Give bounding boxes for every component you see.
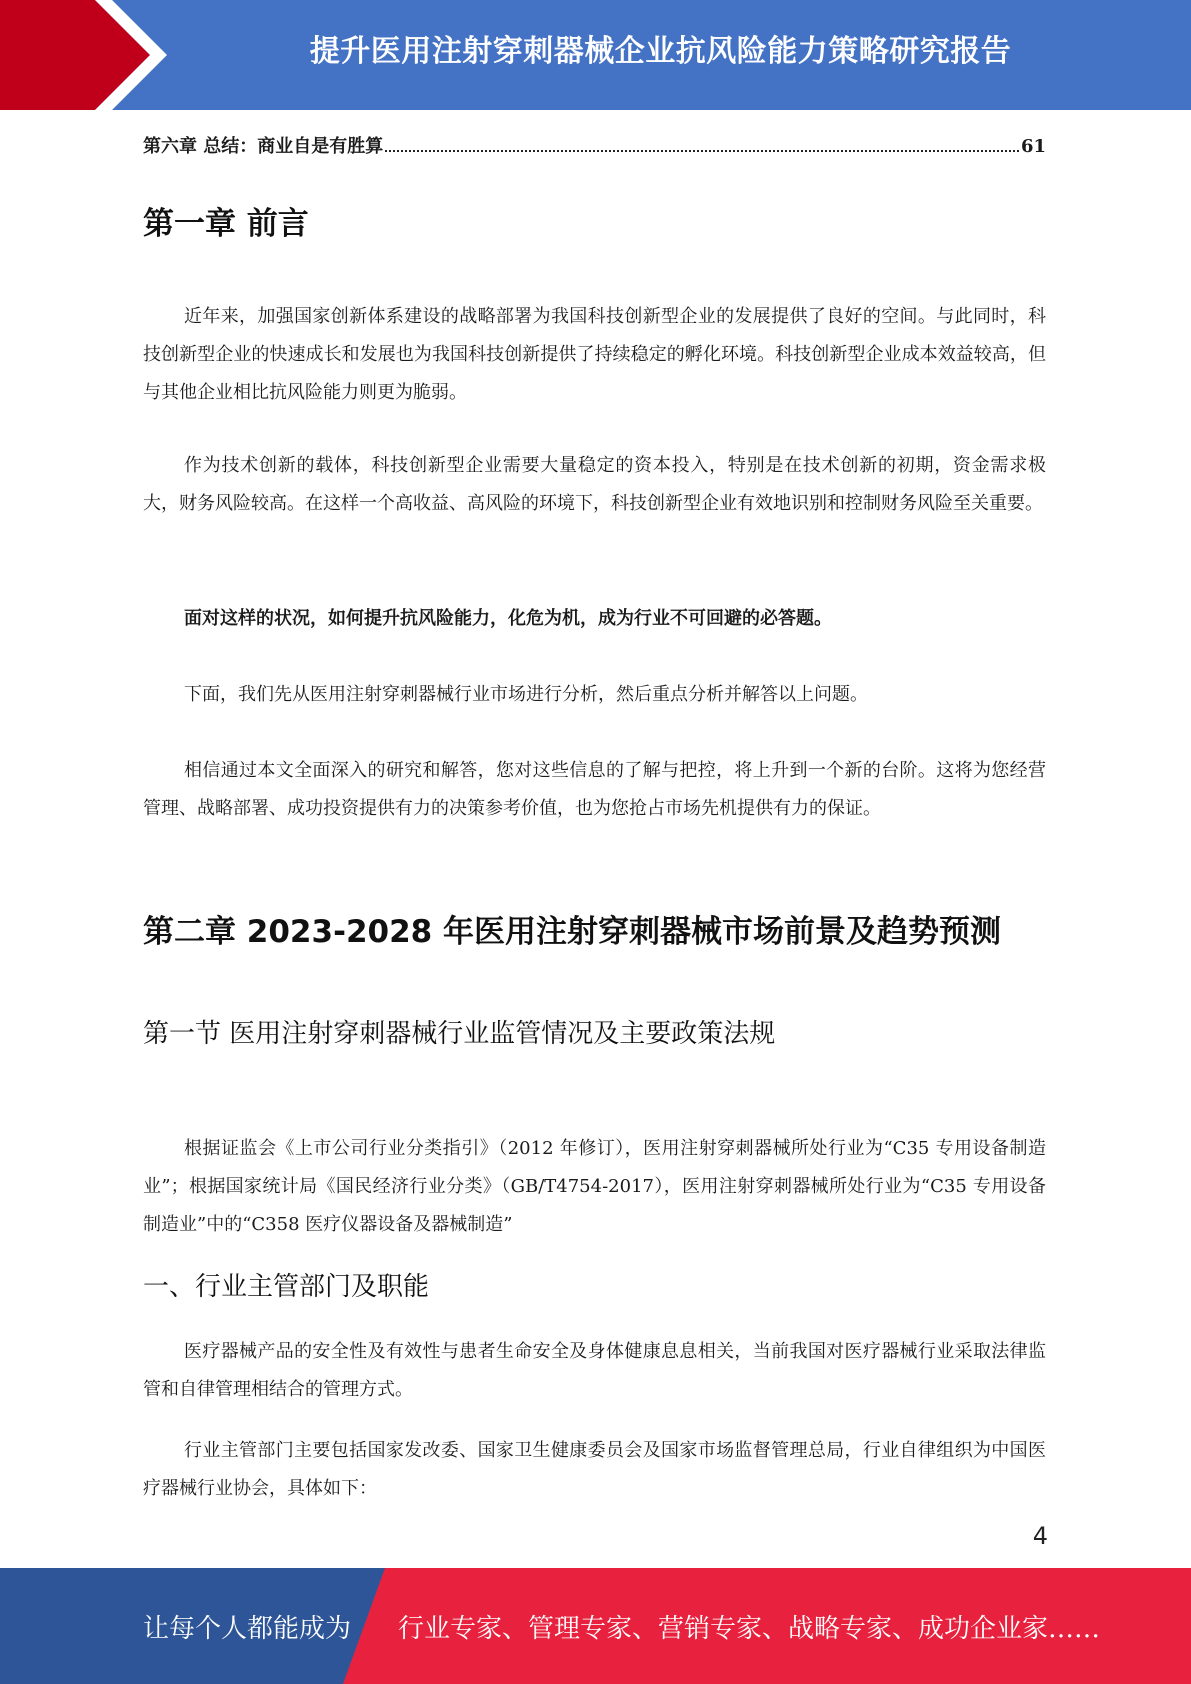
toc-leader-dots	[385, 150, 1019, 152]
toc-entry[interactable]	[143, 132, 1046, 158]
footer-slogan-right: 行业专家、管理专家、营销专家、战略专家、成功企业家……	[398, 1614, 1101, 1644]
chapter-1-paragraph-5: 相信通过本文全面深入的研究和解答，您对这些信息的了解与把控，将上升到一个新的台阶。这将为您经营管理、战略部署、成功投资提供有力的决策参考价值，也为您抢占市场先机提供有力的保证。	[143, 760, 1046, 819]
subsection-1-paragraph-1: 医疗器械产品的安全性及有效性与患者生命安全及身体健康息息相关，当前我国对医疗器械行业采取法律监管和自律管理相结合的管理方式。	[143, 1341, 1046, 1400]
toc-entry-page: 61	[1020, 136, 1046, 157]
report-title: 提升医用注射穿刺器械企业抗风险能力策略研究报告	[309, 34, 1012, 69]
chapter-2-title: 第二章 2023-2028 年医用注射穿刺器械市场前景及趋势预测	[143, 914, 1002, 950]
page-number: 4	[1032, 1522, 1048, 1550]
toc-entry-label: 第六章 总结：商业自是有胜算	[143, 136, 384, 157]
section-1-paragraph: 根据证监会《上市公司行业分类指引》（2012 年修订），医用注射穿刺器械所处行业为“C35 专用设备制造业”；根据国家统计局《国民经济行业分类》（GB/T4754-2017），医用注射穿刺器械所处行业为“C35 专用设备制造业”中的“C358 医疗仪器设备及器械制造”	[143, 1138, 1046, 1235]
chapter-1-paragraph-2: 作为技术创新的载体，科技创新型企业需要大量稳定的资本投入，特别是在技术创新的初期，资金需求极大，财务风险较高。在这样一个高收益、高风险的环境下，科技创新型企业有效地识别和控制财务风险至关重要。	[143, 455, 1046, 514]
header-banner	[0, 0, 1191, 110]
chapter-1-key-question: 面对这样的状况，如何提升抗风险能力，化危为机，成为行业不可回避的必答题。	[184, 608, 832, 629]
chapter-1-paragraph-1: 近年来，加强国家创新体系建设的战略部署为我国科技创新型企业的发展提供了良好的空间。与此同时，科技创新型企业的快速成长和发展也为我国科技创新提供了持续稳定的孵化环境。科技创新型企业成本效益较高，但与其他企业相比抗风险能力则更为脆弱。	[143, 306, 1046, 403]
chapter-1-paragraph-4: 下面，我们先从医用注射穿刺器械行业市场进行分析，然后重点分析并解答以上问题。	[184, 684, 868, 705]
footer-banner	[0, 1568, 1191, 1684]
section-1-title: 第一节 医用注射穿刺器械行业监管情况及主要政策法规	[143, 1019, 776, 1049]
subsection-1-paragraph-2: 行业主管部门主要包括国家发改委、国家卫生健康委员会及国家市场监督管理总局，行业自律组织为中国医疗器械行业协会，具体如下：	[143, 1440, 1046, 1499]
subsection-1-title: 一、行业主管部门及职能	[143, 1272, 430, 1302]
chapter-1-title: 第一章 前言	[143, 206, 309, 242]
footer-slogan-left: 让每个人都能成为	[143, 1614, 352, 1644]
